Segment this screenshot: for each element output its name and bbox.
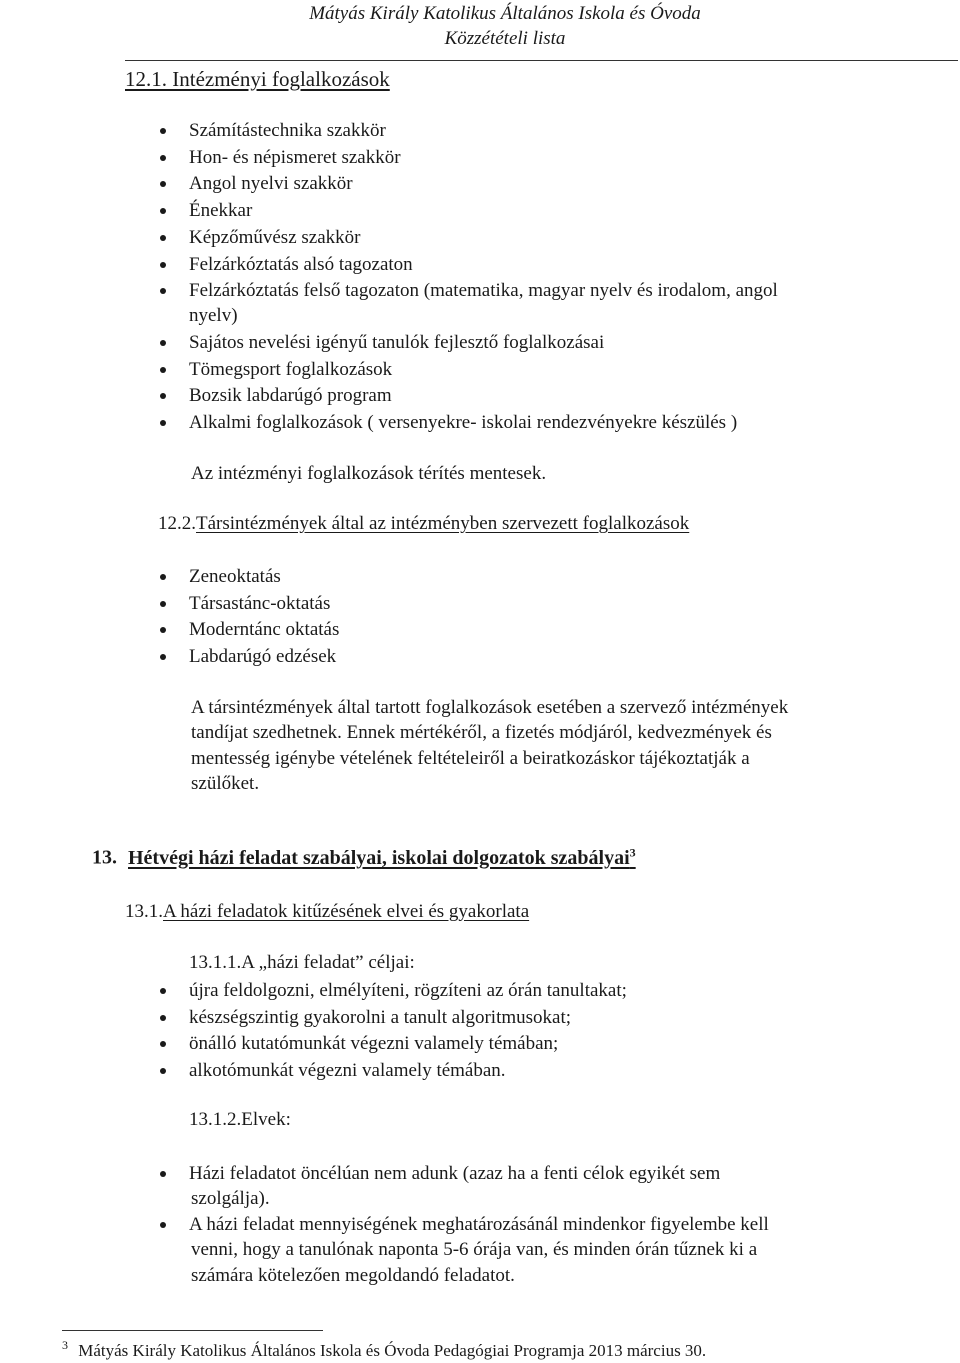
header-rule [125, 60, 958, 61]
section-13-number: 13. [92, 846, 117, 869]
list-item: Képzőművész szakkör [160, 225, 778, 252]
list-item: Énekkar [160, 198, 778, 225]
section-12-1-title: 12.1. Intézményi foglalkozások [125, 67, 390, 91]
list-item: Bozsik labdarúgó program [160, 383, 737, 410]
list-item-continuation: nyelv) [189, 305, 238, 326]
paragraph-line: számára kötelezően megoldandó feladatot. [191, 1264, 515, 1286]
bullet [160, 1222, 166, 1228]
principle-item-2 [160, 1212, 769, 1288]
paragraph-line: venni, hogy a tanulónak naponta 5-6 órája van, és minden órán tűznek ki a [191, 1239, 758, 1261]
section-12-1-list-cont [160, 330, 737, 437]
section-13-heading [92, 845, 636, 870]
section-12-2-list [160, 564, 339, 671]
list-item: Angol nyelvi szakkör [160, 171, 778, 198]
principle-item-1 [160, 1161, 720, 1212]
section-12-1-list [160, 118, 778, 305]
footnote-reference[interactable]: 3 [629, 845, 636, 859]
footnote-rule [62, 1330, 323, 1331]
list-item: Tömegsport foglalkozások [160, 357, 737, 384]
section-12-2-number: 12.2. [158, 513, 196, 534]
section-13-1-heading [125, 901, 529, 923]
paragraph-line: szolgálja). [191, 1188, 270, 1210]
footnote-mark: 3 [62, 1338, 68, 1352]
list-item: Moderntánc oktatás [160, 617, 339, 644]
section-13-1-1-title: 13.1.1.A „házi feladat” céljai: [189, 952, 415, 973]
section-13-1-2-title: 13.1.2.Elvek: [189, 1109, 291, 1130]
list-item: Hon- és népismeret szakkör [160, 145, 778, 172]
section-13-1-number: 13.1. [125, 901, 163, 922]
list-item: Felzárkóztatás felső tagozaton (matematika, magyar nyelv és irodalom, angol [160, 278, 778, 305]
header-school: Mátyás Király Katolikus Általános Iskola és Óvoda [309, 3, 701, 24]
list-item: újra feldolgozni, elmélyíteni, rögzíteni az órán tanultakat; [160, 978, 627, 1005]
list-item: Alkalmi foglalkozások ( versenyekre- iskolai rendezvényekre készülés ) [160, 410, 737, 437]
paragraph-line: szülőket. [191, 772, 260, 794]
list-item: Labdarúgó edzések [160, 644, 339, 671]
section-12-2-title: Társintézmények által az intézményben szervezett foglalkozások [196, 513, 690, 534]
paragraph-line: mentesség igénybe vételének feltételeiről a beiratkozáskor tájékoztatják a [191, 747, 750, 769]
list-item: Zeneoktatás [160, 564, 339, 591]
list-item: készségszintig gyakorolni a tanult algoritmusokat; [160, 1005, 627, 1032]
section-13-title [128, 847, 636, 869]
list-item: Társastánc-oktatás [160, 591, 339, 618]
bullet [160, 1171, 166, 1177]
section-12-2-paragraph [191, 695, 788, 796]
list-item: Sajátos nevelési igényű tanulók fejlesztő foglalkozásai [160, 330, 737, 357]
section-13-1-1-list [160, 978, 627, 1085]
list-item: Számítástechnika szakkör [160, 118, 778, 145]
list-item: önálló kutatómunkát végezni valamely témában; [160, 1031, 627, 1058]
section-13-1-title: A házi feladatok kitűzésének elvei és gyakorlata [163, 901, 530, 922]
paragraph-line: Házi feladatot öncélúan nem adunk (azaz ha a fenti célok egyikét sem [189, 1163, 721, 1184]
section-12-1-note: Az intézményi foglalkozások térítés mentesek. [191, 463, 547, 484]
section-13-title-text: Hétvégi házi feladat szabályai, iskolai dolgozatok szabályai [128, 846, 630, 869]
list-item: alkotómunkát végezni valamely témában. [160, 1058, 627, 1085]
paragraph-line: tandíjat szedhetnek. Ennek mértékéről, a fizetés módjáról, kedvezmények és [191, 722, 772, 744]
paragraph-line: A házi feladat mennyiségének meghatározásánál mindenkor figyelembe kell [189, 1214, 769, 1235]
section-12-2-heading [158, 513, 689, 535]
footnote [62, 1338, 706, 1361]
footnote-text: Mátyás Király Katolikus Általános Iskola és Óvoda Pedagógiai Programja 2013 március 30. [78, 1340, 707, 1360]
list-item: Felzárkóztatás alsó tagozaton [160, 252, 778, 279]
paragraph-line: A társintézmények által tartott foglalkozások esetében a szervező intézmények [191, 697, 789, 718]
header-subtitle: Közzétételi lista [444, 28, 566, 49]
